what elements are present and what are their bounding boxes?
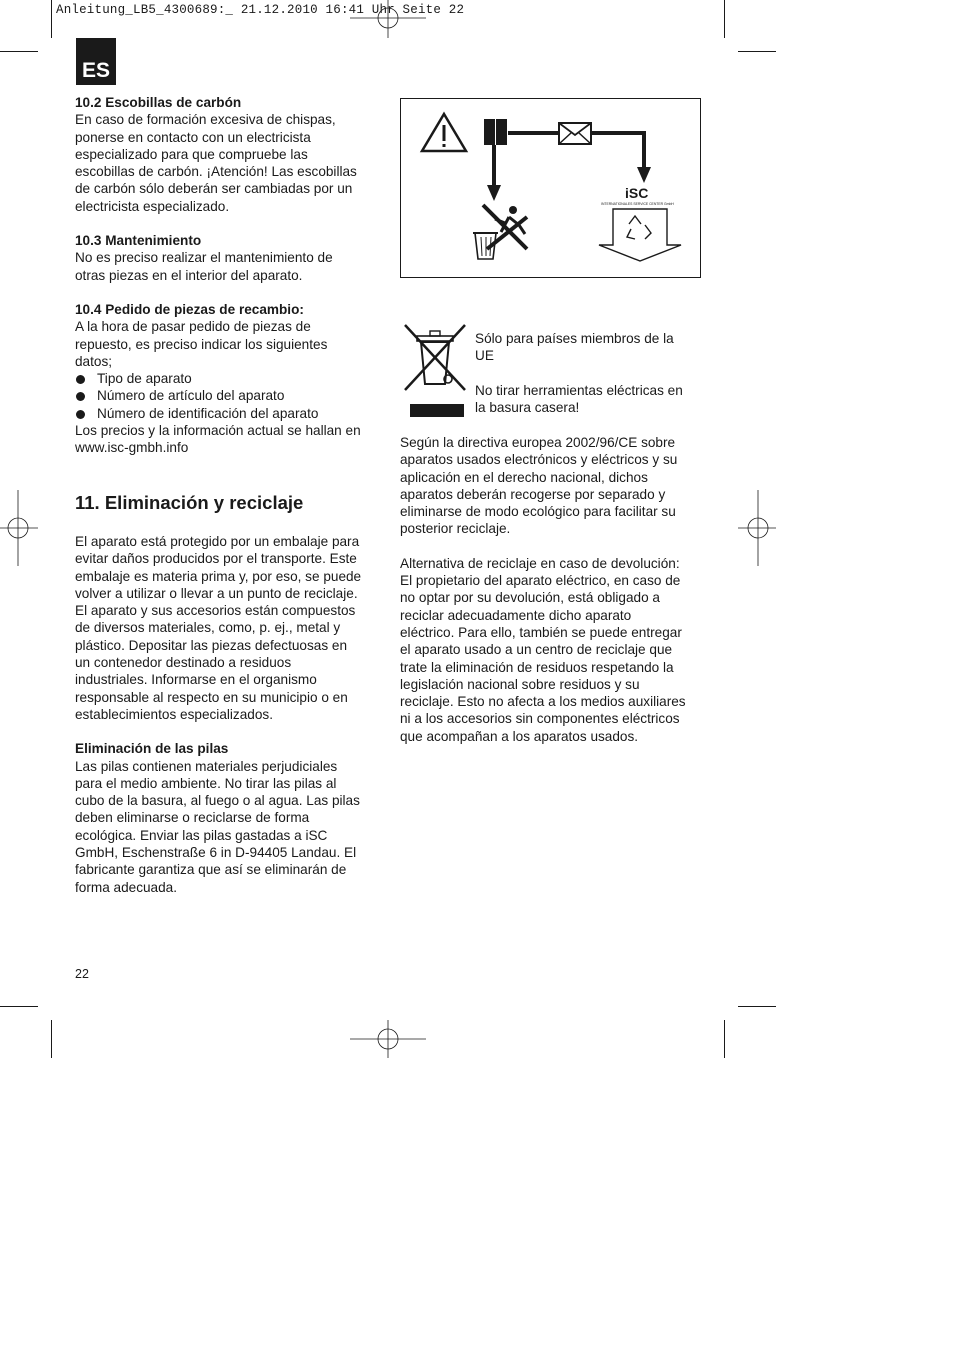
weee-warning-line: No tirar herramientas eléctricas en bbox=[475, 382, 683, 398]
paragraph-line: de diversos materiales, como, p. ej., metal y bbox=[75, 620, 341, 636]
weee-eu-line: Sólo para países miembros de la bbox=[475, 331, 674, 346]
paragraph-line: deben eliminarse o reciclarse de forma bbox=[75, 810, 310, 826]
paragraph-line: para el medio ambiente. No tirar las pilas al bbox=[75, 775, 337, 791]
paragraph-line: posterior reciclaje. bbox=[400, 521, 511, 537]
registration-mark-top bbox=[348, 0, 428, 40]
paragraph-line: fabricante garantiza que así se eliminarán de bbox=[75, 862, 347, 878]
registration-mark-bottom bbox=[348, 1000, 428, 1060]
envelope-icon bbox=[559, 123, 591, 144]
paragraph-line: A la hora de pasar pedido de piezas de bbox=[75, 319, 311, 335]
paragraph-line: forma adecuada. bbox=[75, 879, 178, 895]
paragraph-line: eléctrico. Para ello, también se puede entregar bbox=[400, 624, 682, 640]
paragraph-line: En caso de formación excesiva de chispas, bbox=[75, 112, 336, 128]
isc-logo: iSC bbox=[625, 185, 649, 201]
paragraph-line: aparatos deberán recogerse por separado y bbox=[400, 486, 666, 502]
section-10-2-title: 10.2 Escobillas de carbón bbox=[75, 95, 242, 110]
paragraph-line: repuesto, es preciso indicar los siguientes bbox=[75, 336, 328, 352]
page-number: 22 bbox=[75, 967, 89, 981]
section-10-4-title: 10.4 Pedido de piezas de recambio: bbox=[75, 301, 304, 317]
paragraph-line: que acompañan a los aparatos usados. bbox=[400, 728, 639, 744]
isc-logo-subtext: INTERNATIONALES SERVICE CENTER GmbH bbox=[601, 202, 674, 206]
bullet-item: Número de identificación del aparato bbox=[75, 405, 380, 422]
section-10-3-title: 10.3 Mantenimiento bbox=[75, 233, 202, 249]
weee-crossed-bin-icon bbox=[402, 322, 468, 420]
paragraph-line: de carbón sólo deberán ser cambiadas por un bbox=[75, 181, 353, 197]
print-header: Anleitung_LB5_4300689:_ 21.12.2010 16:41 Uhr Seite 22 bbox=[56, 3, 465, 17]
language-tab: ES bbox=[76, 38, 116, 85]
paragraph-line: Según la directiva europea 2002/96/CE sobre bbox=[400, 435, 676, 450]
paragraph-line: escobillas de carbón. ¡Atención! Las escobillas bbox=[75, 164, 357, 180]
weee-notice bbox=[475, 330, 705, 416]
paragraph-line: datos; bbox=[75, 353, 113, 369]
left-column-lower bbox=[75, 533, 380, 896]
paragraph-line: industriales. Informarse en el organismo bbox=[75, 672, 317, 688]
right-column bbox=[400, 434, 710, 745]
section-11-title: 11. Eliminación y reciclaje bbox=[75, 492, 304, 513]
paragraph-line: El propietario del aparato eléctrico, en caso de bbox=[400, 573, 681, 589]
paragraph-line: El aparato está protegido por un embalaje para bbox=[75, 534, 360, 549]
paragraph-line: No es preciso realizar el mantenimiento de bbox=[75, 250, 333, 266]
arrow-down-icon bbox=[487, 185, 501, 201]
paragraph-line: embalaje es materia prima y, por eso, se puede bbox=[75, 568, 362, 584]
recycle-arrow-icon bbox=[599, 209, 681, 261]
paragraph-line: reciclaje. Esto no afecta a los medios auxiliares bbox=[400, 694, 686, 710]
registration-mark-right bbox=[736, 488, 776, 568]
left-column bbox=[75, 94, 380, 457]
paragraph-line: especializado para que compruebe las bbox=[75, 146, 308, 162]
paragraph-line: plástico. Depositar las piezas defectuosas en bbox=[75, 637, 348, 653]
paragraph-line: Las pilas contienen materiales perjudiciales bbox=[75, 758, 338, 774]
bullet-item: Tipo de aparato bbox=[75, 370, 380, 387]
return-diagram-box bbox=[400, 98, 701, 278]
device-icon bbox=[484, 119, 507, 145]
paragraph-line: ni a los accesorios sin componentes eléctricos bbox=[400, 711, 680, 727]
paragraph-line: un contenedor destinado a residuos bbox=[75, 655, 292, 671]
weee-warning-line: la basura casera! bbox=[475, 399, 580, 415]
bullet-dot-icon bbox=[76, 392, 85, 401]
no-trash-icon bbox=[473, 205, 527, 259]
paragraph-line: no optar por su devolución, está obligado a bbox=[400, 590, 660, 606]
paragraph-line: aplicación en el derecho nacional, dichos bbox=[400, 469, 648, 485]
paragraph-line: electricista especializado. bbox=[75, 198, 230, 214]
paragraph-line: ponerse en contacto con un electricista bbox=[75, 129, 311, 145]
paragraph-line: El aparato y sus accesorios están compuestos bbox=[75, 603, 356, 619]
paragraph-line: el aparato usado a un centro de reciclaje que bbox=[400, 642, 673, 658]
paragraph-line: volver a utilizar o llevar a un punto de reciclaje. bbox=[75, 585, 358, 601]
paragraph-line: legislación nacional sobre residuos y su bbox=[400, 676, 640, 692]
paragraph-line: aparatos usados electrónicos y eléctricos y su bbox=[400, 452, 678, 468]
batteries-title: Eliminación de las pilas bbox=[75, 741, 229, 757]
paragraph-line: eliminarse de modo ecológico para facilitar su bbox=[400, 504, 676, 520]
return-diagram bbox=[401, 99, 700, 277]
paragraph-line: trate la eliminación de residuos respetando la bbox=[400, 659, 674, 675]
paragraph-line: cubo de la basura, al fuego o al agua. Las pilas bbox=[75, 793, 360, 809]
paragraph-line: responsable al respecto en su municipio o en bbox=[75, 689, 348, 705]
bullet-dot-icon bbox=[76, 375, 85, 384]
arrow-down-icon bbox=[637, 167, 651, 183]
paragraph-line: ecológica. Enviar las pilas gastadas a iSC bbox=[75, 827, 328, 843]
weee-eu-line: UE bbox=[475, 348, 494, 364]
website-link: www.isc-gmbh.info bbox=[75, 440, 189, 456]
paragraph-line: evitar daños producidos por el transporte. Este bbox=[75, 551, 357, 567]
registration-mark-left bbox=[0, 488, 40, 568]
paragraph-line: GmbH, Eschenstraße 6 in D-94405 Landau. El bbox=[75, 845, 357, 861]
paragraph-line: establecimientos especializados. bbox=[75, 706, 273, 722]
paragraph-line: Los precios y la información actual se hallan en bbox=[75, 423, 361, 439]
paragraph-line: reciclar adecuadamente dicho aparato bbox=[400, 607, 632, 623]
paragraph-line: otras piezas en el interior del aparato. bbox=[75, 267, 303, 283]
warning-triangle-icon bbox=[422, 114, 466, 151]
bullet-item: Número de artículo del aparato bbox=[75, 387, 380, 404]
paragraph-line: Alternativa de reciclaje en caso de devolución: bbox=[400, 555, 680, 571]
bullet-dot-icon bbox=[76, 410, 85, 419]
